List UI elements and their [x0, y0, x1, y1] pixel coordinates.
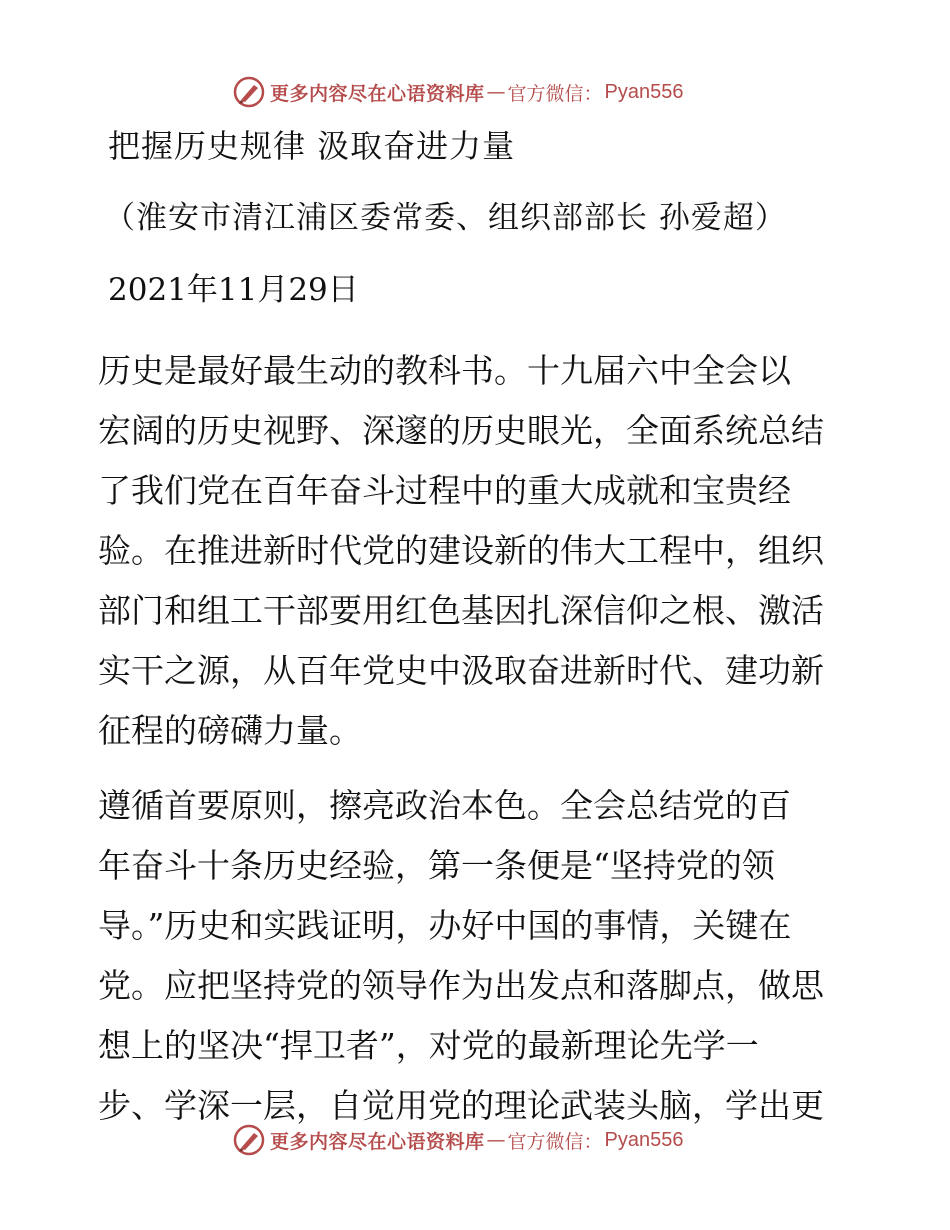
body-line: 年奋斗十条历史经验，第一条便是“坚持党的领	[98, 846, 775, 885]
article-author: （淮安市清江浦区委常委、组织部部长 孙爱超）	[104, 200, 787, 236]
watermark-wechat-id: Pyan556	[604, 1128, 684, 1151]
body-line: 导。”历史和实践证明，办好中国的事情，关键在	[98, 906, 792, 945]
body-line: 实干之源，从百年党史中汲取奋进新时代、建功新	[98, 651, 824, 690]
body-line: 验。在推进新时代党的建设新的伟大工程中，组织	[98, 531, 824, 570]
watermark-label: 官方微信：	[507, 82, 603, 105]
body-line: 宏阔的历史视野、深邃的历史眼光，全面系统总结	[98, 411, 824, 450]
watermark-label: 官方微信：	[507, 1130, 603, 1153]
footer-watermark	[232, 1120, 684, 1160]
pen-logo-icon	[232, 1123, 266, 1157]
pen-logo-icon	[232, 75, 266, 109]
body-line: 征程的磅礴力量。	[98, 711, 362, 750]
body-line: 历史是最好最生动的教科书。十九届六中全会以	[98, 351, 791, 390]
body-line: 党。应把坚持党的领导作为出发点和落脚点，做思	[98, 966, 824, 1005]
article-date: 2021年11月29日	[108, 272, 359, 308]
body-line: 遵循首要原则，擦亮政治本色。全会总结党的百	[98, 786, 791, 825]
body-line: 步、学深一层，自觉用党的理论武装头脑，学出更	[98, 1086, 824, 1125]
watermark-dash: —	[486, 81, 506, 103]
article-title: 把握历史规律 汲取奋进力量	[108, 127, 516, 165]
watermark-main-text: 更多内容尽在心语资料库	[270, 1130, 485, 1153]
watermark-wechat-id: Pyan556	[604, 80, 684, 103]
watermark-dash: —	[486, 1129, 506, 1151]
body-line: 了我们党在百年奋斗过程中的重大成就和宝贵经	[98, 471, 791, 510]
header-watermark	[232, 72, 684, 112]
watermark-main-text: 更多内容尽在心语资料库	[270, 82, 485, 105]
body-line: 想上的坚决“捍卫者”，对党的最新理论先学一	[98, 1026, 759, 1065]
body-line: 部门和组工干部要用红色基因扎深信仰之根、激活	[98, 591, 824, 630]
